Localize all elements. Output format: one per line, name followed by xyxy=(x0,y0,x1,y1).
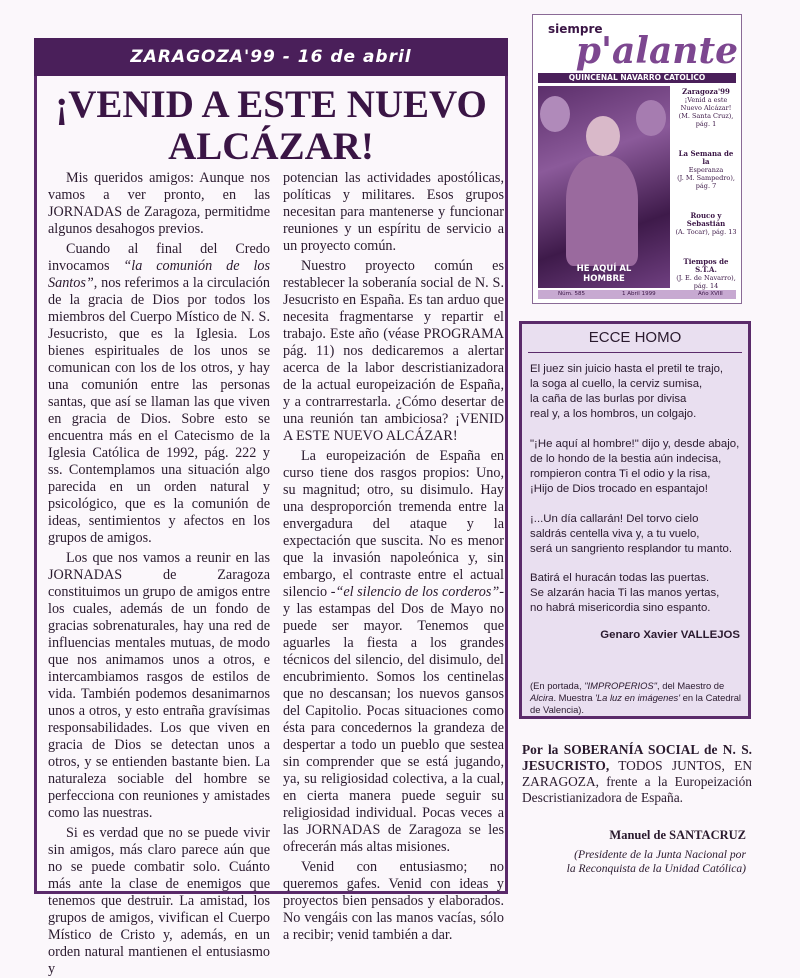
text: (En portada, xyxy=(530,680,585,691)
index-item xyxy=(674,212,738,236)
verse: saldrás centella viva y, a tu vuelo, xyxy=(530,528,700,540)
verse: Se alzarán hacia Ti las manos yertas, xyxy=(530,587,720,599)
paragraph: Venid con entusiasmo; no queremos gafes. Venid con ideas y proyectos bien pensados y elaborados. No vengáis con las manos vacías, sólo a recibir; venid también a dar. xyxy=(283,859,504,943)
index-sub: Esperanza xyxy=(688,166,724,174)
closing-statement xyxy=(522,742,752,806)
role-line: (Presidente de la Junta Nacional por xyxy=(574,848,746,861)
painting-caption xyxy=(542,264,666,284)
text: "IMPROPERIOS" xyxy=(584,680,658,691)
figure-body xyxy=(566,156,638,266)
text: , nos referimos a la circulación de la gracia de Dios por todos los miembros del Cuerpo Místico de N. S. Jesucristo, que es la Iglesia. Los bienes espirituales de los unos se comunican con los de los otros, y hay una comunión entre las personas santas, que así se llaman las que viven en gracia de Dios. Sobre esto se encuentra más en el Catecismo de la Iglesia Católica de 1992, pág. 222 y ss. Contemplamos una situación algo parecida en un orden natural y psicológico, que es la comunión de ideas, sentimientos y afectos en los grupos de amigos. xyxy=(48,275,270,546)
cover-footer xyxy=(538,290,736,299)
paragraph: Si es verdad que no se puede vivir sin amigos, más claro parece aún que no se puede combatir solo. Cuánto más ante la clase de enemigos que tenemos que destruir. La amistad, los grupos de amigos, vivifican el Cuerpo Místico de Cristo y, además, en un orden natural mantienen el entusiasmo y xyxy=(48,825,270,977)
verse: Batirá el huracán todas las puertas. xyxy=(530,572,710,584)
issue-number: Núm. 585 xyxy=(558,291,585,297)
figure-left xyxy=(540,96,570,132)
paragraph: Mis queridos amigos: Aunque nos vamos a ver pronto, en las JORNADAS de Zaragoza, permitidme algunos desahogos previos. xyxy=(48,170,270,237)
poem-title: ECCE HOMO xyxy=(588,329,682,346)
verse: "¡He aquí al hombre!" dijo y, desde abajo, xyxy=(530,438,740,450)
caption-line: HE AQUÍ AL xyxy=(576,264,632,274)
stanza-3 xyxy=(530,512,746,557)
stanza-4 xyxy=(530,571,746,616)
issue-year: Año XVIII xyxy=(698,291,723,297)
index-title: Rouco y Sebastián xyxy=(686,211,726,228)
verse: de lo hondo de la bestia aún indecisa, xyxy=(530,453,722,465)
text: en la Catedral de Valencia). xyxy=(530,692,742,715)
paragraph: Los que nos vamos a reunir en las JORNADAS de Zaragoza constituimos un grupo de amigos entre los cuales, además de un fondo de gracias sobrenaturales, hay una red de influencias mentales mutuas, de modo que nos animamos unos a otros, e intercambiamos rasgos de estilos de vida. También podemos desanimarnos unos a otros, y esto entraña gravísimas responsabilidades. Los que viven en gracia de Dios se detectan unos a otros, y se entienden bastante bien. La naturaleza sociable del hombre se perfecciona con reuniones y amistades como las nuestras. xyxy=(48,550,270,821)
figure-right xyxy=(636,100,666,136)
author-role xyxy=(522,848,746,876)
index-by: (J. E. de Navarro), pág. 14 xyxy=(676,274,736,290)
quote: “el silencio de los corderos” xyxy=(335,584,500,600)
closing-text: TODOS JUNTOS, EN ZARAGOZA, frente a la Europeización Descristianizadora de España. xyxy=(522,758,752,805)
index-title: La Semana de la xyxy=(678,149,734,166)
verse: ¡...Un día callarán! Del torvo cielo xyxy=(530,513,699,525)
index-by: (M. Santa Cruz), pág. 1 xyxy=(678,112,734,128)
index-by: (J. M. Sampedro), pág. 7 xyxy=(677,174,735,190)
cover-caption xyxy=(530,680,744,716)
text: Alcira xyxy=(530,692,554,703)
index-title: Tiempos de S.T.A. xyxy=(683,257,729,274)
stanza-1 xyxy=(530,362,746,422)
article-column-2 xyxy=(283,170,504,944)
cover-painting xyxy=(538,86,670,288)
title-line-2: ALCÁZAR! xyxy=(168,125,374,168)
text: Cuando al final del Credo invocamos xyxy=(48,241,270,274)
paragraph xyxy=(48,241,270,547)
caption-line: HOMBRE xyxy=(583,274,625,284)
index-item xyxy=(674,150,738,190)
index-item xyxy=(674,258,738,290)
verse: no habrá misericordia sino espanto. xyxy=(530,602,711,614)
verse: la soga al cuello, la cerviz sumisa, xyxy=(530,378,703,390)
cover-title: p'alante xyxy=(575,30,738,72)
cover-kicker: siempre xyxy=(548,22,603,36)
article-column-1 xyxy=(48,170,270,978)
title-line-1: ¡VENID A ESTE NUEVO xyxy=(55,83,487,126)
quote: “la comunión de los Santos” xyxy=(48,258,271,291)
paragraph: Nuestro proyecto común es restablecer la soberanía social de N. S. Jesucristo en España. Es tan arduo que necesita fragmentarse y repartir el trabajo. Este año (véase PROGRAMA pág. 11) nos dedicaremos a alertar acerca de la labor descristianizadora de la actual europeización de España, y a contrarrestarla. ¿Cómo desertar de una reunión tan ambiciosa? ¡VENID A ESTE NUEVO ALCÁZAR! xyxy=(283,258,504,444)
text: 'La luz en imágenes' xyxy=(595,692,681,703)
article-author: Manuel de SANTACRUZ xyxy=(609,828,746,842)
index-sub: ¡Venid a este Nuevo Alcázar! xyxy=(680,96,732,112)
verse: rompieron contra Ti el odio y la risa, xyxy=(530,468,711,480)
closing-bold: Por la SOBERANÍA SOCIAL de N. S. JESUCRISTO, xyxy=(522,742,752,773)
cover-index xyxy=(674,88,738,312)
page-title xyxy=(40,84,502,168)
date-banner: ZARAGOZA'99 - 16 de abril xyxy=(34,38,508,76)
verse: la caña de las burlas por divisa xyxy=(530,393,687,405)
text: , del Maestro de xyxy=(657,680,725,691)
role-line: la Reconquista de la Unidad Católica) xyxy=(566,862,746,875)
poem-author: Genaro Xavier VALLEJOS xyxy=(600,629,740,641)
stanza-2 xyxy=(530,437,746,497)
verse: será un sangriento resplandor tu manto. xyxy=(530,543,732,555)
index-title: Zaragoza'99 xyxy=(682,87,730,96)
paragraph xyxy=(283,448,504,856)
index-item xyxy=(674,88,738,128)
cover-subtitle: QUINCENAL NAVARRO CATOLICO xyxy=(538,73,736,83)
issue-date: 1 Abril 1999 xyxy=(622,291,656,297)
verse: ¡Hijo de Dios trocado en espantajo! xyxy=(530,483,708,495)
index-by: (A. Tocar), pág. 13 xyxy=(675,228,737,236)
figure-head xyxy=(586,116,620,156)
poem-divider xyxy=(528,352,742,353)
paragraph: potencian las actividades apostólicas, políticas y militares. Esos grupos necesitan para mantenerse y funcionar reuniones y un espíritu de servicio a un proyecto común. xyxy=(283,170,504,254)
verse: real y, a los hombros, un colgajo. xyxy=(530,408,697,420)
verse: El juez sin juicio hasta el pretil te trajo, xyxy=(530,363,724,375)
text: - y las estampas del Dos de Mayo no puede ser mayor. Tenemos que aguarles la fiesta a los grandes técnicos del silencio, del disimulo, del encubrimiento. Somos los centinelas que no descansan; los nuevos gansos del Capitolio. Pocas situaciones como ésta para concedernos la grandeza de despertar a todo un pueblo que sestea sin comprender que se está jugando, ya, su religiosidad colectiva, a la cual, en cierta manera puede seguir su religiosidad individual. Pocas veces a las JORNADAS de Zaragoza se les ofrecerán más altas misiones. xyxy=(283,584,504,855)
text: La europeización de España en curso tiene dos rasgos propios: Uno, su magnitud; otro, su disimulo. Hay una desproporción tremenda entre la envergadura del ataque y la expectación que suscita. No es menor que la invasión napoleónica y, sin embargo, el contraste entre el actual silencio - xyxy=(283,448,504,600)
text: . Muestra xyxy=(553,692,596,703)
